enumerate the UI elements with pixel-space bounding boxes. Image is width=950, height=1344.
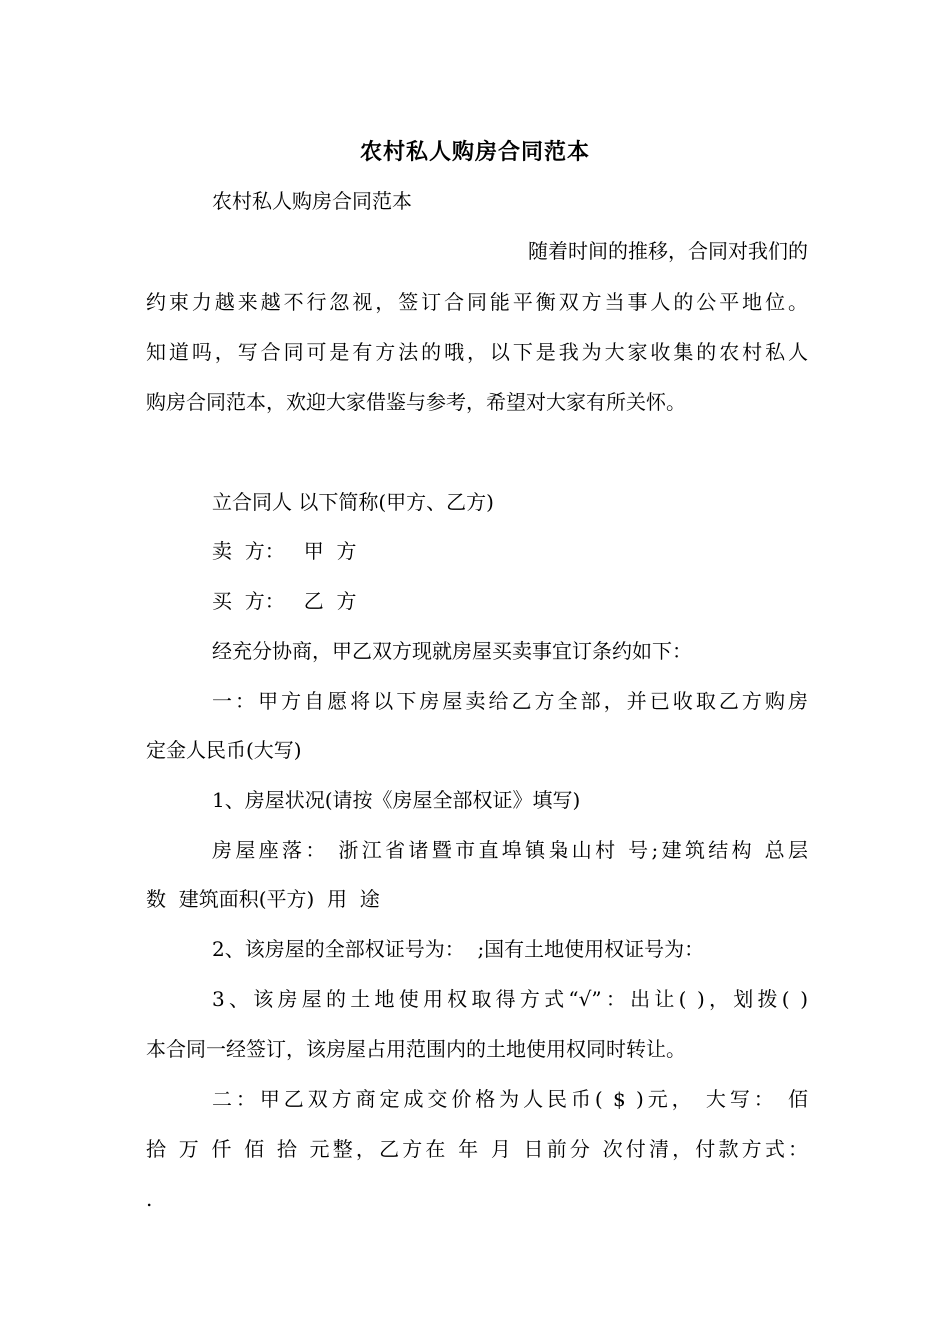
- buyer-line: 买 方： 乙 方: [212, 589, 357, 613]
- item2-line: 2、该房屋的全部权证号为： ;国有土地使用权证号为：: [212, 937, 705, 961]
- location-line-1: 房屋座落： 浙江省诸暨市直埠镇枭山村 号;建筑结构 总层: [212, 838, 808, 862]
- agreement-line: 经充分协商，甲乙双方现就房屋买卖事宜订条约如下：: [212, 639, 692, 663]
- clause2-line-3: .: [146, 1187, 153, 1211]
- seller-line: 卖 方： 甲 方: [212, 539, 357, 563]
- item3-line-2: 本合同一经签订，该房屋占用范围内的土地使用权同时转让。: [146, 1037, 686, 1061]
- document-title: 农村私人购房合同范本: [359, 139, 590, 165]
- clause1-line-1: 一：甲方自愿将以下房屋卖给乙方全部，并已收取乙方购房: [212, 689, 808, 713]
- clause1-line-2: 定金人民币(大写): [146, 738, 302, 762]
- clause2-line-1: 二：甲乙双方商定成交价格为人民币( $ )元， 大写： 佰: [212, 1087, 808, 1111]
- intro-line-4: 购房合同范本，欢迎大家借鉴与参考，希望对大家有所关怀。: [146, 390, 686, 414]
- item1-line: 1、房屋状况(请按《房屋全部权证》填写): [212, 788, 581, 812]
- parties-line: 立合同人 以下简称(甲方、乙方): [212, 490, 494, 514]
- intro-line-2: 约束力越来越不行忽视，签订合同能平衡双方当事人的公平地位。: [146, 290, 808, 314]
- intro-line-3: 知道吗，写合同可是有方法的哦，以下是我为大家收集的农村私人: [146, 340, 808, 364]
- item3-line-1: 3、该房屋的土地使用权取得方式“√”：出让( )，划拨( ): [212, 987, 808, 1011]
- subtitle: 农村私人购房合同范本: [212, 189, 412, 213]
- intro-line-1: 随着时间的推移，合同对我们的: [528, 239, 808, 263]
- clause2-line-2: 拾 万 仟 佰 拾 元整，乙方在 年 月 日前分 次付清，付款方式：: [146, 1137, 808, 1161]
- location-line-2: 数 建筑面积(平方) 用 途: [146, 887, 380, 911]
